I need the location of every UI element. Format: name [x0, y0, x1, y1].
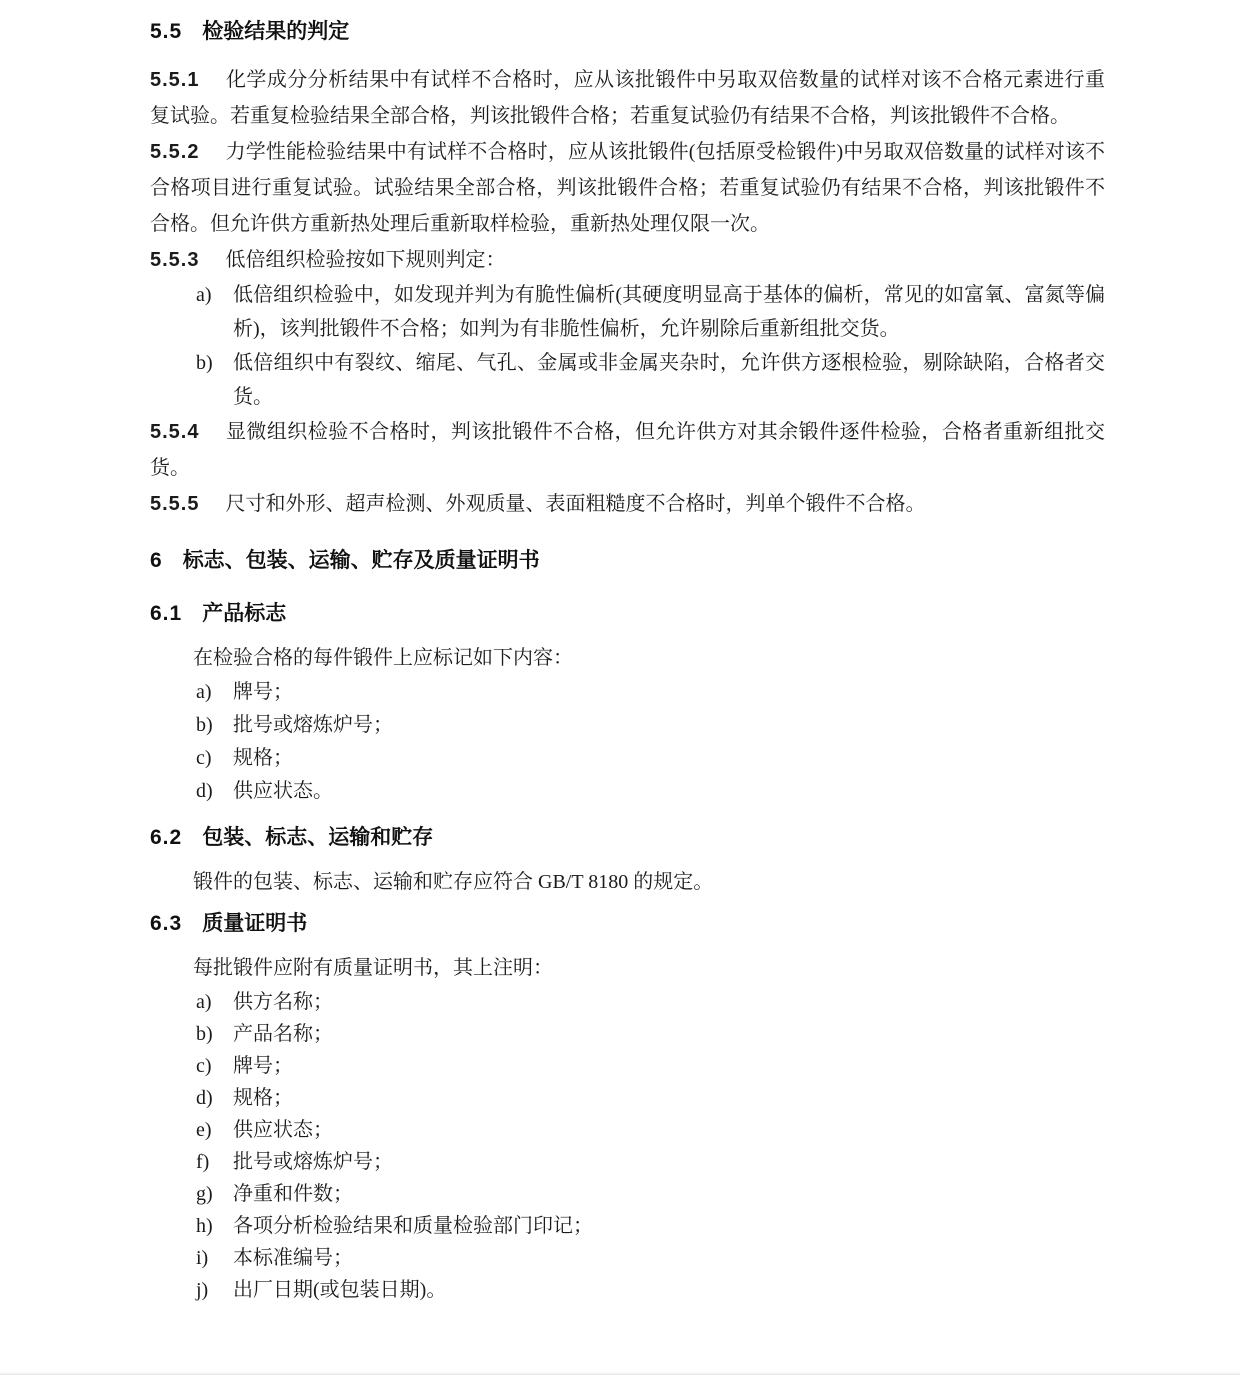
section-number: 5.5	[150, 20, 183, 43]
clause-text: 化学成分分析结果中有试样不合格时，应从该批锻件中另取双倍数量的试样对该不合格元素进行重复试验。若重复检验结果全部合格，判该批锻件合格；若重复试验仍有结果不合格，判该批锻件不合格。	[150, 69, 1105, 127]
paragraph-6-3-intro: 每批锻件应附有质量证明书，其上注明：	[193, 957, 553, 979]
clause-text: 低倍组织检验按如下规则判定：	[225, 249, 506, 271]
clause-number: 5.5.1	[150, 69, 200, 91]
list-item-a	[150, 986, 1105, 1018]
clause-5-5-5	[150, 486, 1105, 522]
section-heading-6-3	[150, 910, 1105, 938]
list-marker: b)	[196, 1023, 213, 1045]
list-item-text: 规格；	[233, 747, 293, 769]
list-item-i	[150, 1242, 1105, 1274]
list-item-d	[150, 1082, 1105, 1114]
paragraph-6-2: 锻件的包装、标志、运输和贮存应符合 GB/T 8180 的规定。	[193, 871, 714, 893]
section-title: 包装、标志、运输和贮存	[202, 826, 434, 849]
list-marker: d)	[196, 780, 213, 802]
clause-number: 5.5.4	[150, 421, 200, 443]
clause-number: 5.5.5	[150, 493, 200, 515]
list-item-c	[150, 1050, 1105, 1082]
list-item-b	[150, 709, 1105, 742]
section-number: 6.1	[150, 602, 183, 625]
list-item-text: 供应状态。	[233, 780, 333, 802]
clause-text: 显微组织检验不合格时，判该批锻件不合格，但允许供方对其余锻件逐件检验，合格者重新组批交货。	[150, 421, 1105, 479]
list-marker: c)	[196, 1055, 212, 1077]
list-marker: a)	[196, 681, 212, 703]
list-marker: b)	[196, 714, 213, 736]
list-item-b	[150, 1018, 1105, 1050]
list-marker: c)	[196, 747, 212, 769]
list-item-j	[150, 1274, 1105, 1306]
clause-5-5-4	[150, 414, 1105, 486]
list-marker: b)	[196, 352, 213, 374]
list-item-c	[150, 742, 1105, 775]
list-marker: h)	[196, 1215, 213, 1237]
clause-5-5-1	[150, 62, 1105, 134]
document-content	[150, 0, 1105, 1306]
section-title: 检验结果的判定	[202, 20, 350, 43]
list-item-f	[150, 1146, 1105, 1178]
list-marker: d)	[196, 1087, 213, 1109]
list-item-text: 低倍组织中有裂纹、缩尾、气孔、金属或非金属夹杂时，允许供方逐根检验，剔除缺陷，合格者交货。	[233, 352, 1105, 408]
list-item-g	[150, 1178, 1105, 1210]
list-item-text: 供应状态；	[233, 1119, 333, 1141]
clause-text: 尺寸和外形、超声检测、外观质量、表面粗糙度不合格时，判单个锻件不合格。	[225, 493, 926, 515]
section-title: 标志、包装、运输、贮存及质量证明书	[182, 549, 540, 572]
list-item-text: 产品名称；	[233, 1023, 333, 1045]
list-5-5-3	[150, 278, 1105, 414]
clause-5-5-3	[150, 242, 1105, 278]
section-heading-6	[150, 546, 1105, 576]
section-heading-6-1	[150, 600, 1105, 628]
list-item-h	[150, 1210, 1105, 1242]
section-number: 6.2	[150, 826, 183, 849]
list-item-text: 牌号；	[233, 1055, 293, 1077]
list-item-text: 低倍组织检验中，如发现并判为有脆性偏析(其硬度明显高于基体的偏析，常见的如富氧、富氮等偏析)，该判批锻件不合格；如判为有非脆性偏析，允许剔除后重新组批交货。	[233, 284, 1105, 340]
clause-text: 力学性能检验结果中有试样不合格时，应从该批锻件(包括原受检锻件)中另取双倍数量的试样对该不合格项目进行重复试验。试验结果全部合格，判该批锻件合格；若重复试验仍有结果不合格，判该批锻件不合格。但允许供方重新热处理后重新取样检验，重新热处理仅限一次。	[150, 141, 1105, 235]
clause-5-5-2	[150, 134, 1105, 242]
list-item-e	[150, 1114, 1105, 1146]
list-item-text: 牌号；	[233, 681, 293, 703]
list-item-b	[150, 346, 1105, 414]
list-marker: a)	[196, 284, 212, 306]
list-item-text: 规格；	[233, 1087, 293, 1109]
list-item-text: 出厂日期(或包装日期)。	[233, 1279, 447, 1301]
paragraph-6-1-intro: 在检验合格的每件锻件上应标记如下内容：	[193, 647, 573, 669]
section-number: 6	[150, 549, 163, 572]
list-item-a	[150, 676, 1105, 709]
section-title: 产品标志	[202, 602, 287, 625]
list-item-text: 本标准编号；	[233, 1247, 353, 1269]
clause-number: 5.5.2	[150, 141, 200, 163]
section-title: 质量证明书	[202, 912, 308, 935]
list-item-d	[150, 775, 1105, 808]
list-item-a	[150, 278, 1105, 346]
list-marker: g)	[196, 1183, 213, 1205]
list-marker: i)	[196, 1247, 209, 1269]
list-marker: f)	[196, 1151, 210, 1173]
section-heading-6-2	[150, 824, 1105, 852]
list-6-1	[150, 676, 1105, 808]
clause-number: 5.5.3	[150, 249, 200, 271]
list-marker: a)	[196, 991, 212, 1013]
section-number: 6.3	[150, 912, 183, 935]
list-item-text: 批号或熔炼炉号；	[233, 1151, 393, 1173]
list-marker: j)	[196, 1279, 209, 1301]
list-marker: e)	[196, 1119, 212, 1141]
list-item-text: 批号或熔炼炉号；	[233, 714, 393, 736]
list-item-text: 净重和件数；	[233, 1183, 353, 1205]
list-item-text: 供方名称；	[233, 991, 333, 1013]
section-heading-5-5	[150, 18, 1105, 46]
list-6-3	[150, 986, 1105, 1306]
list-item-text: 各项分析检验结果和质量检验部门印记；	[233, 1215, 593, 1237]
